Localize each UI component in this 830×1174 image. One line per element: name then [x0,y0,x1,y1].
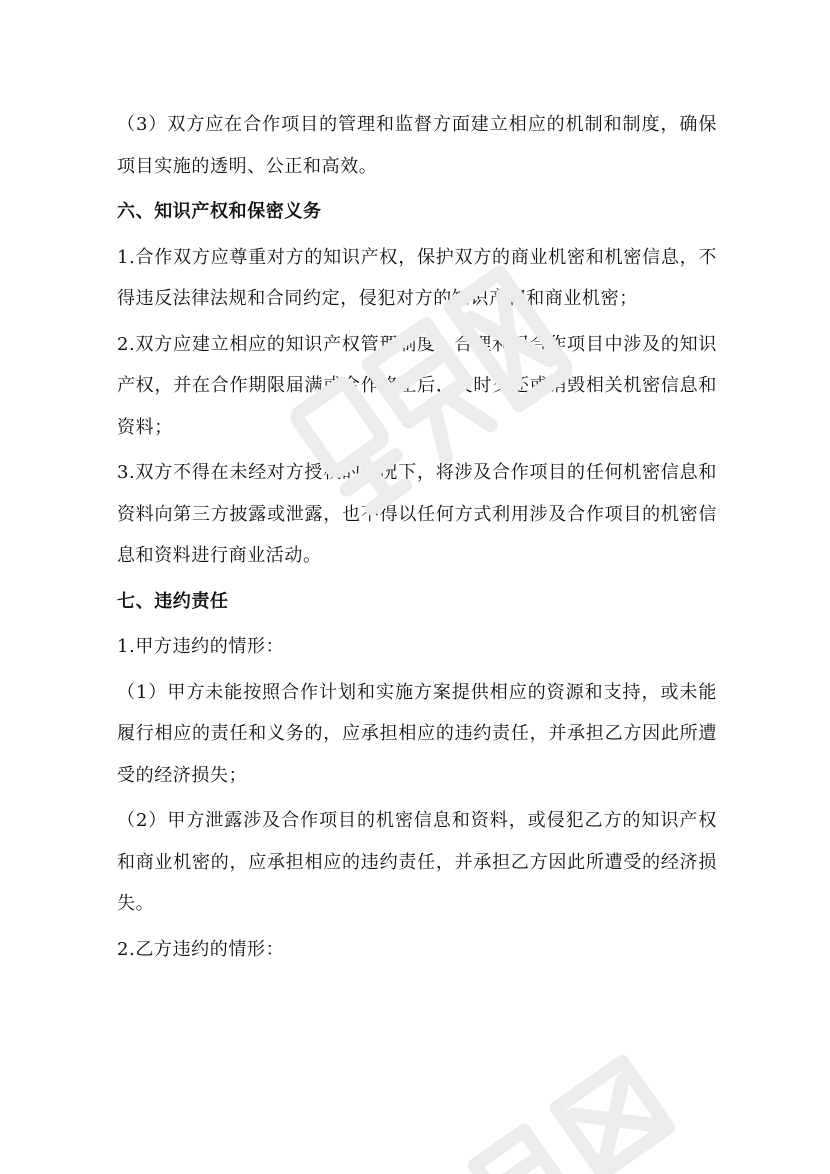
paragraph: 3.双方不得在未经对方授权的情况下，将涉及合作项目的任何机密信息和资料向第三方披露或泄露，也不得以任何方式利用涉及合作项目的机密信息和资料进行商业活动。 [117,462,717,566]
document-body [117,104,717,974]
watermark-graphic [430,1020,690,1174]
paragraph: 2.乙方违约的情形： [117,938,285,960]
paragraph: （2）甲方泄露涉及合作项目的机密信息和资料，或侵犯乙方的知识产权和商业机密的，应承担相应的违约责任，并承担乙方因此所遭受的经济损失。 [117,810,717,914]
paragraph: （3）双方应在合作项目的管理和监督方面建立相应的机制和制度，确保项目实施的透明、公正和高效。 [117,114,717,177]
paragraph: 1.合作双方应尊重对方的知识产权，保护双方的商业机密和机密信息，不得违反法律法规和合同约定，侵犯对方的知识产权和商业机密； [117,246,717,309]
section-heading: 六、知识产权和保密义务 [117,201,322,222]
paragraph: 2.双方应建立相应的知识产权管理制度，合理利用合作项目中涉及的知识产权，并在合作期限届满或合作终止后，及时交还或销毁相关机密信息和资料； [117,333,717,438]
paragraph: 1.甲方违约的情形： [117,636,285,657]
paragraph: （1）甲方未能按照合作计划和实施方案提供相应的资源和支持，或未能履行相应的责任和义务的，应承担相应的违约责任，并承担乙方因此所遭受的经济损失； [117,681,717,786]
section-heading: 七、违约责任 [117,590,229,612]
